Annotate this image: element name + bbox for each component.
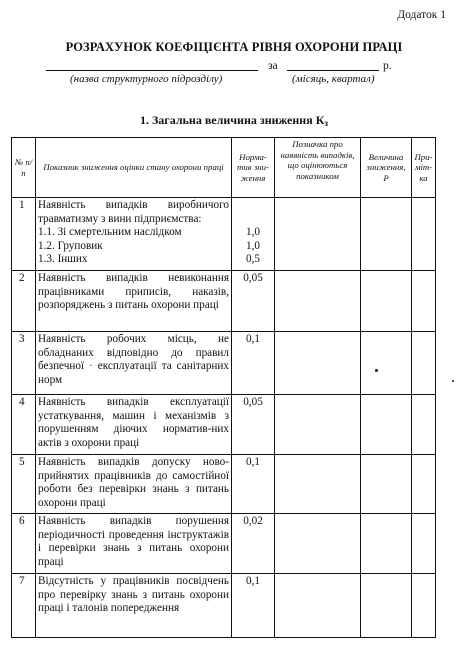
row-num: 5 <box>12 455 36 514</box>
row-mark-cell <box>275 271 361 332</box>
subitem: 1.2. Груповик <box>38 239 103 252</box>
header-mark: Позначка про наявність випадків, що оцінюються показником <box>275 138 361 198</box>
table-row <box>12 455 436 514</box>
scan-speck <box>452 380 454 382</box>
row-value-cell <box>361 574 412 638</box>
row-value-cell <box>361 198 412 271</box>
row-indicator: Наявність випадків допуску ново-прийнятих працівників до самостійної роботи без перевірки знань з питань охорони праці <box>36 455 232 514</box>
unit-blank-line <box>46 58 258 71</box>
table-row <box>12 332 436 395</box>
row-value-cell <box>361 514 412 574</box>
header-num: № п/п <box>12 138 36 198</box>
table-header-row <box>12 138 436 198</box>
row-text: Наявність випадків виробничого травматизму з вини підприємства: <box>38 199 229 225</box>
row-mark-cell <box>275 455 361 514</box>
reduction-table <box>11 137 436 638</box>
row-indicator <box>36 198 232 271</box>
scan-speck <box>375 369 378 372</box>
row-norm: 0,05 <box>232 395 275 455</box>
row-value-cell <box>361 332 412 395</box>
appendix-label: Додаток 1 <box>397 9 446 21</box>
section-title: 1. Загальна величина зниження Кз <box>139 113 329 128</box>
row-indicator: Відсутність у працівників посвідчень про перевірку знань з питань охорони праці і талонів попередження <box>36 574 232 638</box>
norm-value: 1,0 <box>246 226 260 238</box>
header-indicator: Показник зниження оцінки стану охорони праці <box>36 138 232 198</box>
section-title-text: 1. Загальна величина зниження К <box>139 113 325 127</box>
za-label: за <box>268 60 278 72</box>
row-norm: 0,05 <box>232 271 275 332</box>
row-num: 6 <box>12 514 36 574</box>
row-value-cell <box>361 271 412 332</box>
row-mark-cell <box>275 198 361 271</box>
table-row <box>12 514 436 574</box>
row-indicator: Наявність робочих місць, не обладнаних відповідно до правил безпечної · експлуатації та санітарних норм <box>36 332 232 395</box>
table-row <box>12 271 436 332</box>
header-value: Величина зниження, Р <box>361 138 412 198</box>
row-num: 4 <box>12 395 36 455</box>
row-note-cell <box>412 198 436 271</box>
header-note: При-міт-ка <box>412 138 436 198</box>
row-value-cell <box>361 455 412 514</box>
row-norm: 0,02 <box>232 514 275 574</box>
row-norm: 0,1 <box>232 574 275 638</box>
header-norm: Норма-тив зни-ження <box>232 138 275 198</box>
subitem: 1.3. Інших <box>38 253 88 265</box>
row-note-cell <box>412 455 436 514</box>
row-norm <box>232 198 275 271</box>
row-norm: 0,1 <box>232 455 275 514</box>
table-row <box>12 574 436 638</box>
row-note-cell <box>412 574 436 638</box>
row-note-cell <box>412 514 436 574</box>
year-suffix: р. <box>383 60 392 72</box>
unit-period-line <box>0 58 468 74</box>
norm-value: 0,5 <box>246 253 260 265</box>
row-num: 2 <box>12 271 36 332</box>
row-num: 7 <box>12 574 36 638</box>
subitem: 1.1. Зі смертельним наслідком <box>38 226 182 238</box>
row-value-cell <box>361 395 412 455</box>
row-num: 1 <box>12 198 36 271</box>
period-blank-line <box>287 58 379 71</box>
row-mark-cell <box>275 514 361 574</box>
table-row <box>12 198 436 271</box>
norm-value: 1,0 <box>246 239 260 252</box>
row-indicator: Наявність випадків невиконання працівниками приписів, наказів, розпоряджень з питань охорони праці <box>36 271 232 332</box>
row-num: 3 <box>12 332 36 395</box>
row-note-cell <box>412 332 436 395</box>
row-mark-cell <box>275 574 361 638</box>
table-row <box>12 395 436 455</box>
row-indicator: Наявність випадків експлуатації устаткування, машин і механізмів з порушенням діючих норматив-них актів з охорони праці <box>36 395 232 455</box>
row-norm: 0,1 <box>232 332 275 395</box>
row-note-cell <box>412 271 436 332</box>
row-indicator: Наявність випадків порушення періодичності проведення інструктажів і перевірки знань з питань охорони праці <box>36 514 232 574</box>
document-title: РОЗРАХУНОК КОЕФІЦІЄНТА РІВНЯ ОХОРОНИ ПРАЦІ <box>65 40 403 54</box>
caption-period: (місяць, квартал) <box>292 73 375 85</box>
caption-unit: (назва структурного підрозділу) <box>70 73 223 85</box>
row-note-cell <box>412 395 436 455</box>
row-mark-cell <box>275 332 361 395</box>
row-mark-cell <box>275 395 361 455</box>
